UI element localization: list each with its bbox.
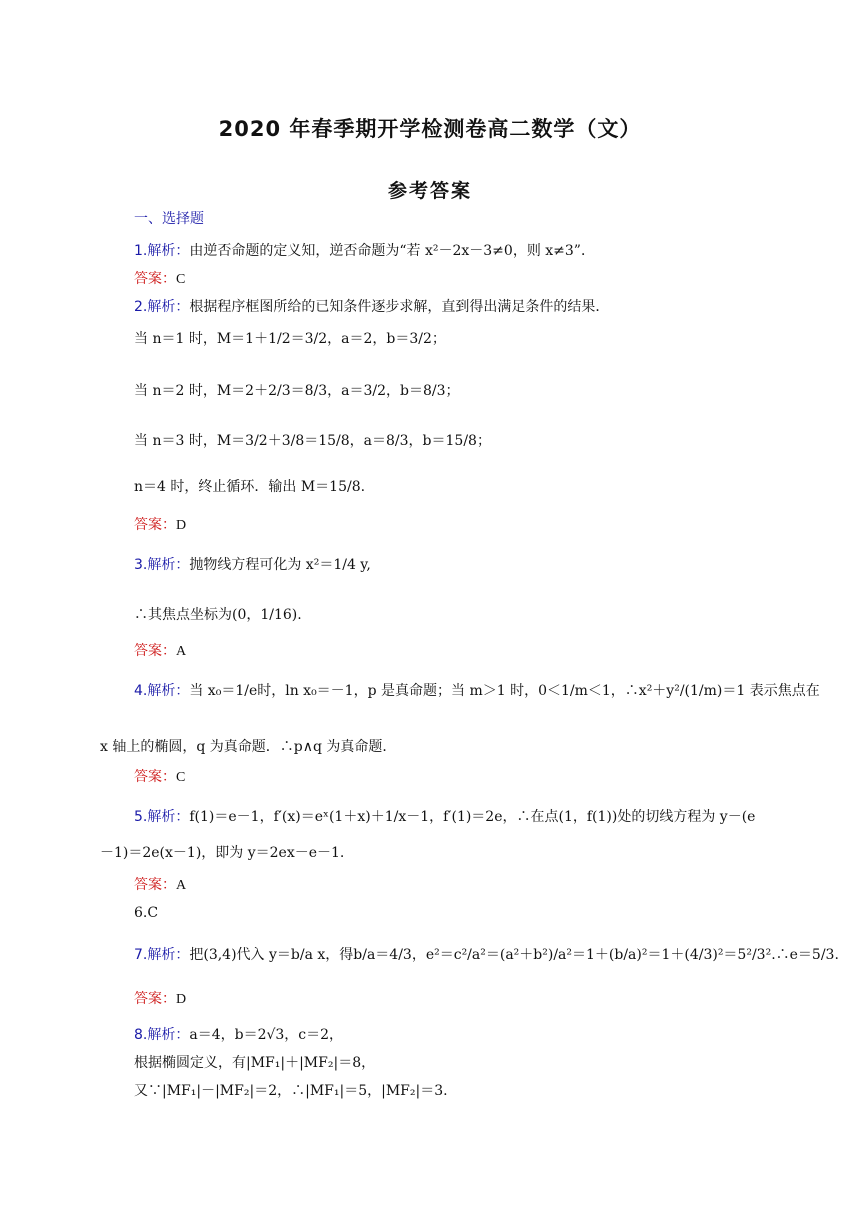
q2-answer <box>134 516 186 535</box>
answer-label: 答案： <box>134 877 176 893</box>
section-heading: 一、选择题 <box>134 211 204 227</box>
q4-explanation <box>134 682 820 700</box>
q3-focus: ∴其焦点坐标为(0，1/16). <box>134 607 302 623</box>
q2-step-3: 当 n＝3 时，M＝3/2＋3/8＝15/8，a＝8/3，b＝15/8； <box>134 433 491 449</box>
q4-answer-value: C <box>176 770 186 785</box>
q3-label: 3.解析： <box>134 557 190 573</box>
page-subtitle: 参考答案 <box>387 180 472 202</box>
q7-label: 7.解析： <box>134 947 190 963</box>
answer-label: 答案： <box>134 991 176 1007</box>
q8-step-2: 根据椭圆定义，有|MF₁|＋|MF₂|＝8， <box>134 1055 376 1071</box>
q5-answer <box>134 876 186 895</box>
q1-answer-value: C <box>176 272 186 287</box>
q3-explanation <box>134 556 371 574</box>
q2-text: 根据程序框图所给的已知条件逐步求解，直到得出满足条件的结果． <box>189 299 610 315</box>
q3-text: 抛物线方程可化为 x²＝1/4 y, <box>189 557 371 573</box>
answer-label: 答案： <box>134 517 176 533</box>
q1-explanation <box>134 242 595 260</box>
q2-label: 2.解析： <box>134 299 190 315</box>
q5-continued: －1)＝2e(x－1)，即为 y＝2ex－e－1. <box>100 845 345 861</box>
q3-answer-value: A <box>176 644 187 659</box>
q1-answer <box>134 270 185 289</box>
q8-label: 8.解析： <box>134 1027 190 1043</box>
q5-label: 5.解析： <box>134 809 190 825</box>
q7-explanation <box>134 946 839 964</box>
q8-explanation <box>134 1026 343 1044</box>
q7-text: 把(3,4)代入 y＝b/a x，得b/a＝4/3，e²＝c²/a²＝(a²＋b²)/a²＝1＋(b/a)²＝1＋(4/3)²＝5²/3².∴e＝5/3. <box>189 947 839 963</box>
q4-continued: x 轴上的椭圆，q 为真命题．∴p∧q 为真命题． <box>100 739 397 755</box>
q2-explanation <box>134 298 609 316</box>
q3-answer <box>134 642 186 661</box>
q1-label: 1.解析： <box>134 243 190 259</box>
answer-label: 答案： <box>134 769 176 785</box>
q8-text: a＝4，b＝2√3，c＝2， <box>189 1027 344 1043</box>
q7-answer <box>134 990 186 1009</box>
q2-step-2: 当 n＝2 时，M＝2＋2/3＝8/3，a＝3/2，b＝8/3； <box>134 383 460 399</box>
q4-answer <box>134 768 185 787</box>
q5-text: f(1)＝e－1，f′(x)＝eˣ(1＋x)＋1/x－1，f′(1)＝2e，∴在点(1，f(1))处的切线方程为 y－(e <box>189 809 756 825</box>
page-title: 2020 年春季期开学检测卷高二数学（文） <box>218 117 642 141</box>
q4-label: 4.解析： <box>134 683 190 699</box>
q2-step-1: 当 n＝1 时，M＝1＋1/2＝3/2，a＝2，b＝3/2； <box>134 331 446 347</box>
q6-answer: 6.C <box>134 905 159 921</box>
q4-text: 当 x₀＝1/e时，ln x₀＝－1，p 是真命题；当 m＞1 时，0＜1/m＜1，∴x²＋y²/(1/m)＝1 表示焦点在 <box>189 683 820 699</box>
q5-explanation <box>134 808 755 826</box>
answer-label: 答案： <box>134 643 176 659</box>
q2-step-4: n＝4 时，终止循环．输出 M＝15/8. <box>134 479 366 495</box>
q5-answer-value: A <box>176 878 187 893</box>
q7-answer-value: D <box>176 992 187 1007</box>
q8-step-3: 又∵|MF₁|－|MF₂|＝2，∴|MF₁|＝5，|MF₂|＝3. <box>134 1083 448 1099</box>
q1-text: 由逆否命题的定义知，逆否命题为“若 x²－2x－3≠0，则 x≠3”． <box>189 243 595 259</box>
answer-label: 答案： <box>134 271 176 287</box>
q2-answer-value: D <box>176 518 187 533</box>
